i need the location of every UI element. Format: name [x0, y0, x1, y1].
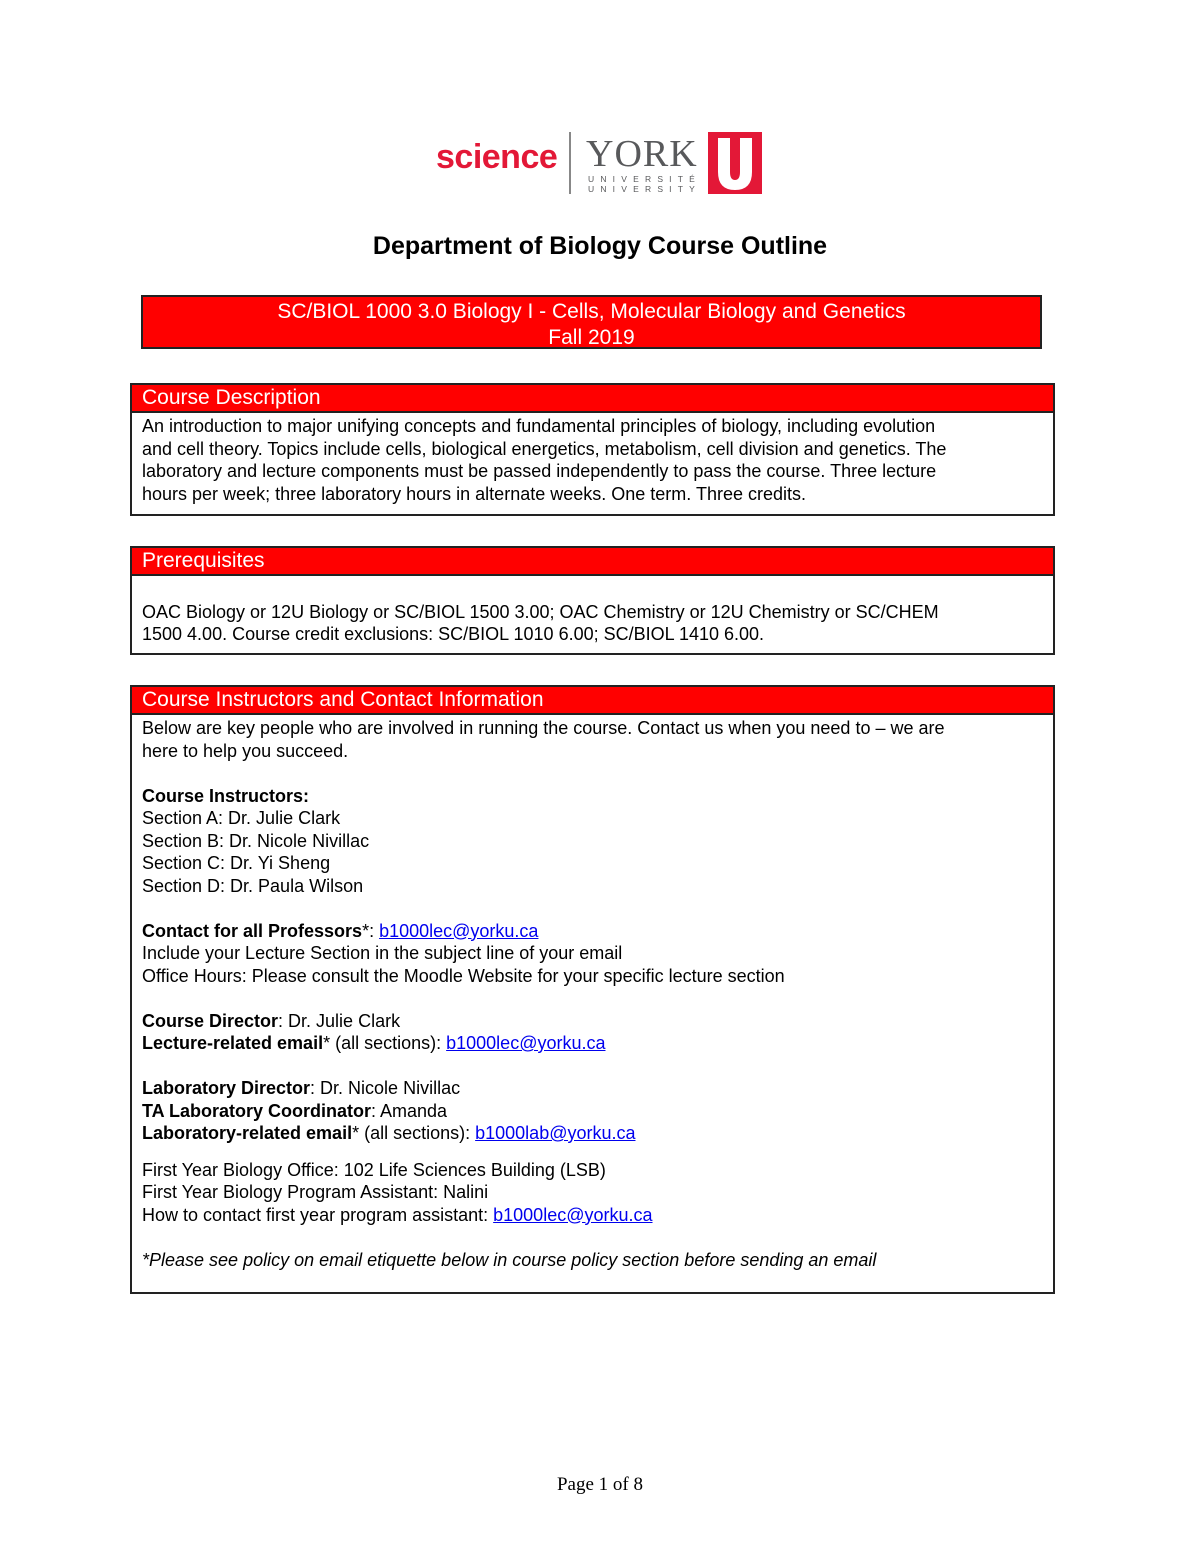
course-term: Fall 2019: [548, 326, 635, 349]
logo-universite-text: UNIVERSITÉ: [588, 174, 702, 184]
policy-note: *Please see policy on email etiquette below in course policy section before sending an email: [142, 1249, 877, 1270]
york-u-icon: [708, 132, 762, 194]
assistant-email-link[interactable]: b1000lec@yorku.ca: [493, 1204, 653, 1225]
lecture-email-label: Lecture-related email: [142, 1033, 324, 1053]
instructor-section-a: Section A: Dr. Julie Clark: [142, 808, 341, 828]
course-name: SC/BIOL 1000 3.0 Biology I - Cells, Molecular Biology and Genetics: [277, 300, 906, 323]
instructors-section: [130, 685, 1055, 1294]
section-body: [132, 576, 1053, 646]
ta-coordinator-value: : Amanda: [371, 1100, 448, 1121]
logo-york-text: YORK: [586, 133, 698, 175]
section-heading: Course Instructors and Contact Information: [132, 687, 1053, 715]
section-heading: Prerequisites: [132, 548, 1053, 576]
logo-science-text: science: [436, 138, 558, 176]
description-line: and cell theory. Topics include cells, biological energetics, metabolism, cell division and genetics. The: [142, 438, 947, 459]
intro-line: Below are key people who are involved in running the course. Contact us when you need to – we are: [142, 718, 945, 738]
section-heading: Course Description: [132, 385, 1053, 413]
logo-university-text: UNIVERSITY: [588, 184, 702, 194]
instructors-label: Course Instructors:: [142, 785, 310, 806]
howto-text: How to contact first year program assistant:: [142, 1204, 494, 1225]
description-line: An introduction to major unifying concepts and fundamental principles of biology, including evolution: [142, 416, 936, 436]
instructor-section-c: Section C: Dr. Yi Sheng: [142, 853, 331, 873]
course-banner: [141, 295, 1042, 349]
instructor-section-b: Section B: Dr. Nicole Nivillac: [142, 830, 370, 851]
lab-email-mid: * (all sections):: [352, 1123, 476, 1143]
section-body: [132, 413, 1053, 505]
section-body: [132, 715, 1053, 1271]
lecture-email-mid: * (all sections):: [323, 1033, 447, 1053]
director-value: : Dr. Julie Clark: [278, 1010, 401, 1031]
ta-coordinator-label: TA Laboratory Coordinator: [142, 1100, 371, 1121]
contact-label: Contact for all Professors: [142, 920, 363, 941]
york-science-logo: [436, 130, 766, 198]
description-line: hours per week; three laboratory hours in alternate weeks. One term. Three credits.: [142, 483, 806, 504]
lecture-email-link[interactable]: b1000lec@yorku.ca: [446, 1033, 606, 1053]
contact-suffix: *:: [362, 920, 380, 941]
office-hours-note: Office Hours: Please consult the Moodle Website for your specific lecture section: [142, 965, 785, 986]
lab-email-label: Laboratory-related email: [142, 1123, 353, 1143]
contact-note: Include your Lecture Section in the subject line of your email: [142, 943, 623, 963]
director-label: Course Director: [142, 1010, 279, 1031]
lab-director-value: : Dr. Nicole Nivillac: [310, 1078, 461, 1098]
prerequisites-line: 1500 4.00. Course credit exclusions: SC/BIOL 1010 6.00; SC/BIOL 1410 6.00.: [142, 624, 765, 644]
document-title: Department of Biology Course Outline: [372, 232, 828, 260]
assistant-line: First Year Biology Program Assistant: Nalini: [142, 1182, 489, 1202]
office-line: First Year Biology Office: 102 Life Sciences Building (LSB): [142, 1159, 606, 1180]
instructor-section-d: Section D: Dr. Paula Wilson: [142, 875, 364, 896]
logo-divider: [569, 132, 571, 194]
prerequisites-line: OAC Biology or 12U Biology or SC/BIOL 1500 3.00; OAC Chemistry or 12U Chemistry or SC/CHEM: [142, 601, 939, 622]
intro-line: here to help you succeed.: [142, 740, 349, 761]
lab-director-label: Laboratory Director: [142, 1078, 311, 1098]
page-number: Page 1 of 8: [556, 1474, 643, 1495]
course-description-section: [130, 383, 1055, 516]
lab-email-link[interactable]: b1000lab@yorku.ca: [475, 1123, 636, 1143]
prerequisites-section: [130, 546, 1055, 655]
description-line: laboratory and lecture components must be passed independently to pass the course. Three lecture: [142, 461, 937, 481]
contact-email-link[interactable]: b1000lec@yorku.ca: [379, 920, 539, 941]
